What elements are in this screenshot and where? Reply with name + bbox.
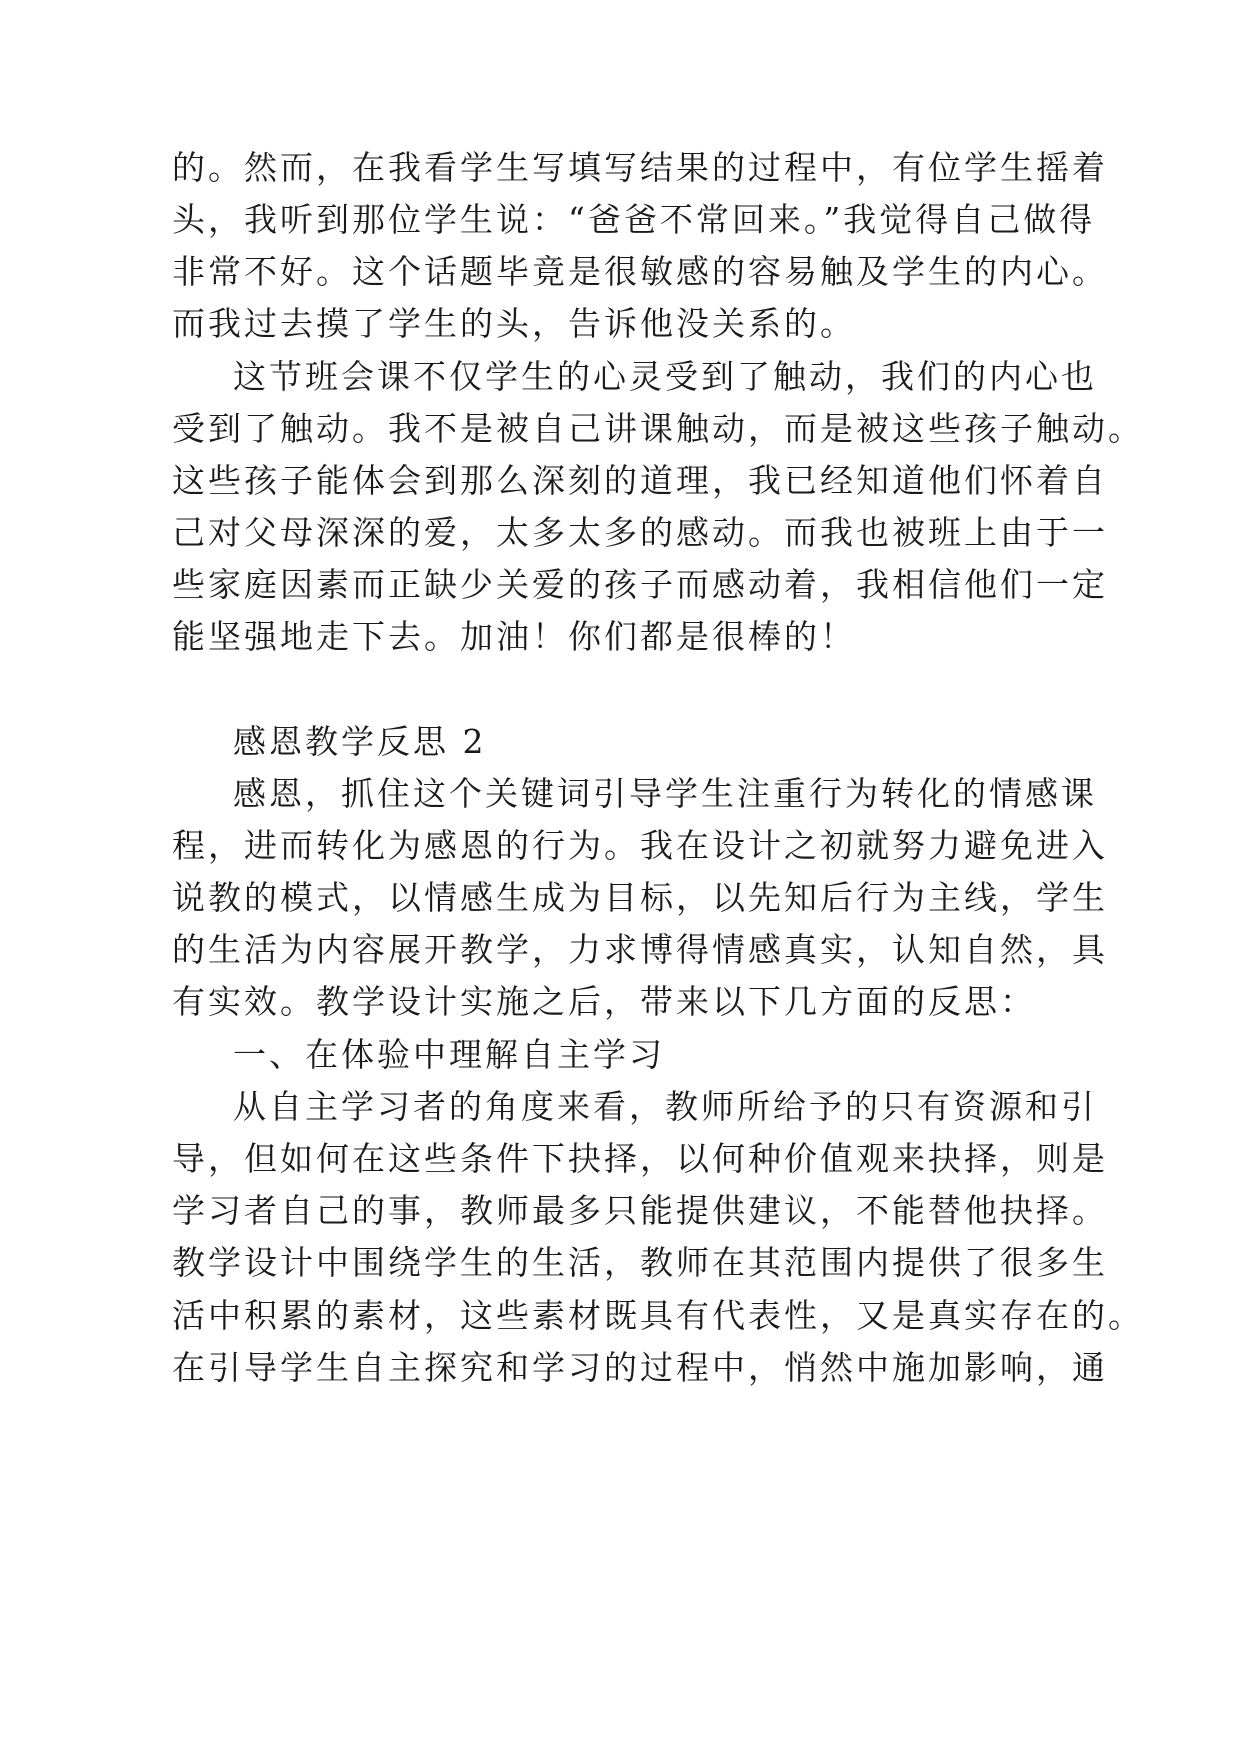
body-line: 受到了触动。我不是被自己讲课触动，而是被这些孩子触动。 — [172, 409, 1144, 448]
body-line: 导，但如何在这些条件下抉择，以何种价值观来抉择，则是 — [172, 1139, 1108, 1178]
body-line: 学习者自己的事，教师最多只能提供建议，不能替他抉择。 — [172, 1191, 1108, 1230]
body-line: 说教的模式，以情感生成为目标，以先知后行为主线，学生 — [172, 878, 1108, 917]
body-line: 能坚强地走下去。加油！你们都是很棒的！ — [172, 617, 856, 656]
body-line: 些家庭因素而正缺少关爱的孩子而感动着，我相信他们一定 — [172, 565, 1108, 604]
body-line: 的。然而，在我看学生写填写结果的过程中，有位学生摇着 — [172, 148, 1108, 187]
body-line: 在引导学生自主探究和学习的过程中，悄然中施加影响，通 — [172, 1348, 1108, 1387]
body-line: 己对父母深深的爱，太多太多的感动。而我也被班上由于一 — [172, 513, 1108, 552]
body-line: 的生活为内容展开教学，力求博得情感真实，认知自然，具 — [172, 930, 1108, 969]
subsection-heading: 一、在体验中理解自主学习 — [233, 1035, 665, 1074]
body-line: 头，我听到那位学生说：“爸爸不常回来。”我觉得自己做得 — [172, 200, 1096, 239]
body-line: 教学设计中围绕学生的生活，教师在其范围内提供了很多生 — [172, 1243, 1108, 1282]
body-line: 从自主学习者的角度来看，教师所给予的只有资源和引 — [233, 1087, 1097, 1126]
body-line: 这节班会课不仅学生的心灵受到了触动，我们的内心也 — [233, 357, 1097, 396]
body-line: 而我过去摸了学生的头，告诉他没关系的。 — [172, 304, 856, 343]
body-line: 非常不好。这个话题毕竟是很敏感的容易触及学生的内心。 — [172, 252, 1108, 291]
section-title: 感恩教学反思 2 — [233, 722, 487, 761]
body-line: 感恩，抓住这个关键词引导学生注重行为转化的情感课 — [233, 774, 1097, 813]
body-line: 程，进而转化为感恩的行为。我在设计之初就努力避免进入 — [172, 826, 1108, 865]
body-line: 活中积累的素材，这些素材既具有代表性，又是真实存在的。 — [172, 1296, 1144, 1335]
body-line: 有实效。教学设计实施之后，带来以下几方面的反思： — [172, 982, 1036, 1021]
body-line: 这些孩子能体会到那么深刻的道理，我已经知道他们怀着自 — [172, 461, 1108, 500]
